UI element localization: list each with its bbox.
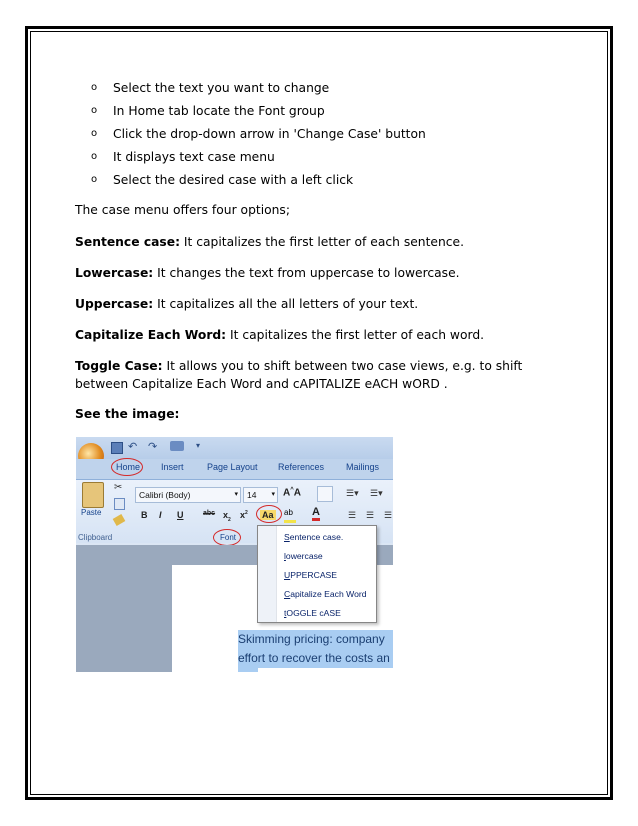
customize-qat-icon: ▾ [196, 441, 201, 450]
save-icon [111, 442, 123, 454]
bullets-icon[interactable]: ☰▾ [346, 488, 359, 498]
clipboard-group-label: Clipboard [78, 533, 113, 542]
justify-icon[interactable]: ☰ [384, 510, 393, 520]
title-bar [76, 437, 393, 459]
strikethrough-icon[interactable]: abc [203, 510, 216, 517]
definition-toggle-case: Toggle Case: It allows you to shift between two case views, e.g. to shift between Capitalize Each Word and cAPITALIZE eACH wORD . [75, 359, 523, 391]
undo-icon: ↶ [128, 441, 138, 453]
definition-term: Lowercase: [75, 266, 154, 280]
italic-icon[interactable]: I [159, 510, 162, 520]
definition-lowercase: Lowercase: It changes the text from uppercase to lowercase. [75, 266, 460, 280]
change-case-menu [257, 525, 377, 623]
bullet-marker: o [91, 151, 98, 162]
list-item: o It displays text case menu [91, 147, 426, 170]
see-image-heading: See the image: [75, 407, 180, 421]
definition-term: Sentence case: [75, 235, 180, 249]
definition-term: Toggle Case: [75, 359, 163, 373]
superscript-icon[interactable]: $x^2$ [240, 510, 248, 520]
bullet-marker: o [91, 82, 98, 93]
definition-term: Capitalize Each Word: [75, 328, 227, 342]
menu-item-sentence-case[interactable]: Sentence case. [284, 532, 344, 542]
bold-icon[interactable]: B [141, 510, 148, 520]
chevron-down-icon: ▾ [271, 491, 275, 498]
align-center-icon[interactable]: ☰ [366, 510, 375, 520]
change-case-button[interactable]: Aa [262, 510, 274, 520]
font-color-icon[interactable]: A [312, 507, 320, 521]
definition-uppercase: Uppercase: It capitalizes all the all letters of your text. [75, 297, 419, 311]
document-highlighted-line: effort to recover the costs an [238, 649, 393, 668]
instruction-list [91, 78, 426, 193]
tab-references[interactable]: References [278, 462, 325, 472]
menu-item-toggle-case[interactable]: tOGGLE cASE [284, 608, 341, 618]
subscript-icon[interactable]: $x_2$ [223, 510, 231, 523]
copy-icon[interactable] [114, 498, 125, 510]
clear-formatting-icon[interactable] [317, 486, 333, 502]
home-highlight-circle [111, 458, 143, 476]
definition-sentence-case: Sentence case: It capitalizes the first letter of each sentence. [75, 235, 464, 249]
align-left-icon[interactable]: ☰ [348, 510, 357, 520]
menu-item-lowercase[interactable]: lowercase [284, 551, 323, 561]
definition-term: Uppercase: [75, 297, 154, 311]
menu-item-uppercase[interactable]: UPPERCASE [284, 570, 338, 580]
format-painter-icon[interactable] [113, 514, 126, 526]
tab-insert[interactable]: Insert [161, 462, 184, 472]
highlight-color-icon[interactable]: ab [284, 508, 296, 523]
grow-font-icon[interactable]: A^A [283, 487, 301, 499]
word-ribbon-screenshot [76, 437, 393, 672]
cut-icon[interactable]: ✂ [114, 482, 123, 493]
tab-home[interactable]: Home [116, 462, 141, 472]
bullet-marker: o [91, 105, 98, 116]
list-item: o Select the desired case with a left click [91, 170, 426, 193]
change-case-highlight-circle [256, 505, 282, 523]
font-group-label: Font [220, 533, 237, 542]
chevron-down-icon: ▾ [234, 491, 238, 498]
font-name-select[interactable]: Calibri (Body) ▾ [135, 487, 241, 503]
list-item: o In Home tab locate the Font group [91, 101, 426, 124]
document-highlighted-line: Skimming pricing: company [238, 630, 393, 649]
numbering-icon[interactable]: ☰▾ [370, 488, 383, 498]
bullet-marker: o [91, 174, 98, 185]
font-size-select[interactable]: 14 ▾ [243, 487, 278, 503]
tab-page-layout[interactable]: Page Layout [207, 462, 258, 472]
menu-icon-strip [258, 526, 277, 622]
document-highlighted-line [238, 668, 258, 672]
list-item: o Select the text you want to change [91, 78, 426, 101]
format-painter-qat-icon [170, 441, 184, 451]
font-group-highlight-circle [213, 529, 241, 546]
bullet-marker: o [91, 128, 98, 139]
paste-label[interactable]: Paste [81, 508, 102, 517]
definition-capitalize-each-word: Capitalize Each Word: It capitalizes the first letter of each word. [75, 328, 485, 342]
list-item: o Click the drop-down arrow in 'Change Case' button [91, 124, 426, 147]
menu-item-capitalize-each-word[interactable]: Capitalize Each Word [284, 589, 367, 599]
tab-mailings[interactable]: Mailings [346, 462, 380, 472]
intro-text: The case menu offers four options; [75, 203, 290, 217]
underline-icon[interactable]: U [177, 510, 184, 520]
paste-icon[interactable] [82, 482, 104, 508]
redo-icon: ↷ [148, 441, 158, 453]
